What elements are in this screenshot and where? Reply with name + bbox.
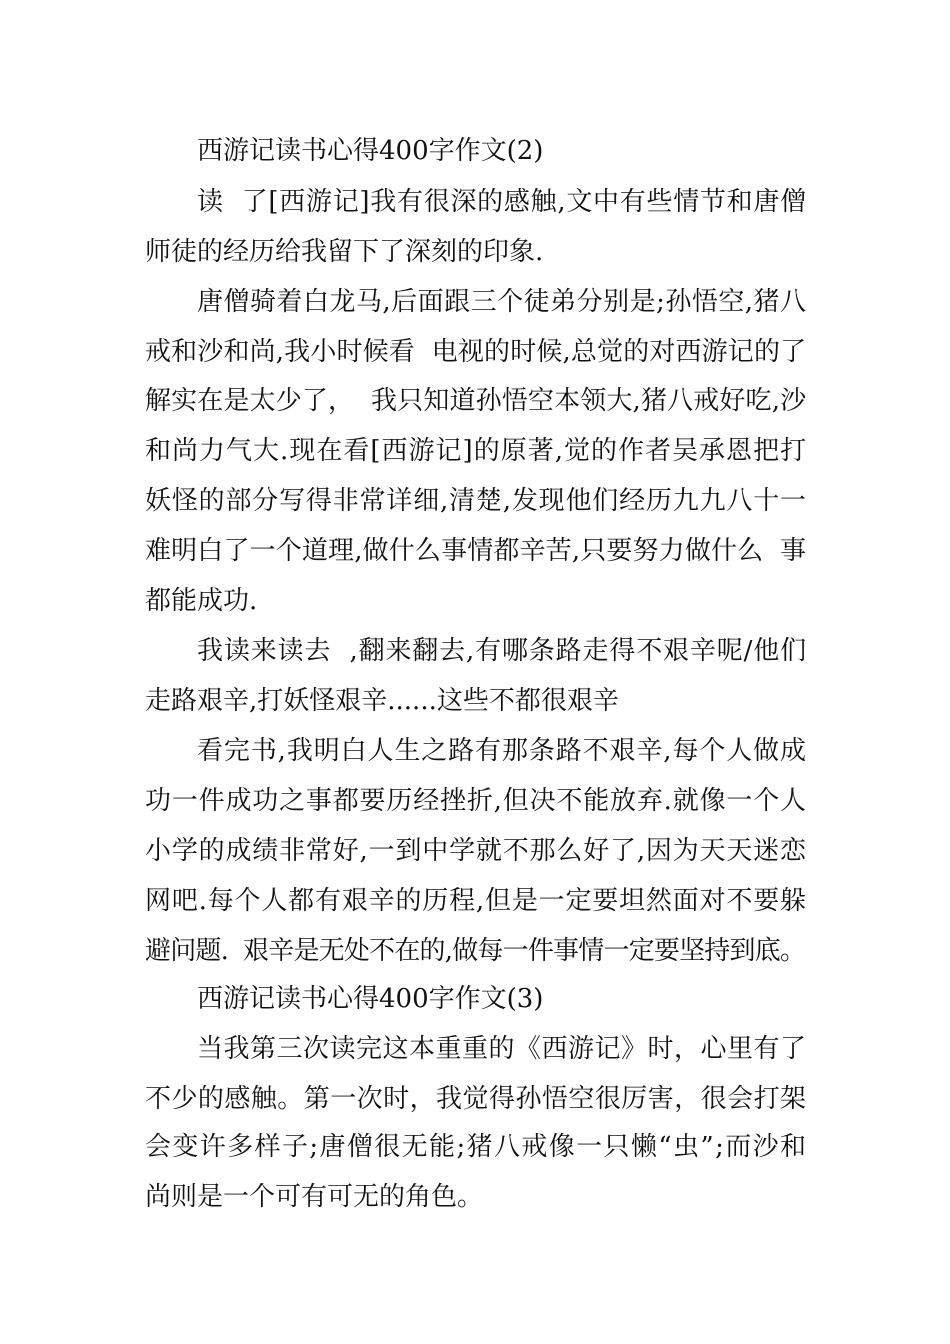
text-line: 妖怪的部分写得非常详细,清楚,发现他们经历九九八十一 <box>145 486 807 516</box>
text-line: 不少的感触。第一次时，我觉得孙悟空很厉害，很会打架 <box>145 1084 807 1114</box>
text-line: 都能成功. <box>145 586 258 616</box>
text-line: 尚则是一个可有可无的角色。 <box>145 1182 484 1212</box>
text-line: 会变许多样子;唐僧很无能;猪八戒像一只懒“虫”;而沙和 <box>145 1132 808 1162</box>
text-line: 和尚力气大.现在看[西游记]的原著,觉的作者吴承恩把打 <box>145 436 808 466</box>
text-line: 难明白了一个道理,做什么事情都辛苦,只要努力做什么 事 <box>145 536 807 566</box>
text-line: 走路艰辛,打妖怪艰辛......这些不都很艰辛 <box>145 686 619 716</box>
text-line: 看完书,我明白人生之路有那条路不艰辛,每个人做成 <box>197 736 807 766</box>
text-line: 师徒的经历给我留下了深刻的印象. <box>145 237 544 267</box>
text-line: 避问题. 艰辛是无处不在的,做每一件事情一定要坚持到底。 <box>145 936 806 966</box>
text-line: 我读来读去 ,翻来翻去,有哪条路走得不艰辛呢/他们 <box>197 636 807 666</box>
text-line: 网吧.每个人都有艰辛的历程,但是一定要坦然面对不要躲 <box>145 886 807 916</box>
text-line: 读 了[西游记]我有很深的感触,文中有些情节和唐僧 <box>197 187 807 217</box>
section-heading: 西游记读书心得400字作文(2) <box>197 136 544 166</box>
section-heading: 西游记读书心得400字作文(3) <box>197 984 544 1014</box>
text-line: 戒和沙和尚,我小时候看 电视的时候,总觉的对西游记的了 <box>145 337 807 367</box>
text-line: 当我第三次读完这本重重的《西游记》时，心里有了 <box>197 1034 807 1064</box>
text-line: 解实在是太少了， 我只知道孙悟空本领大,猪八戒好吃,沙 <box>145 386 807 416</box>
text-line: 功一件成功之事都要历经挫折,但决不能放弃.就像一个人 <box>145 786 807 816</box>
text-line: 唐僧骑着白龙马,后面跟三个徒弟分别是;孙悟空,猪八 <box>197 287 807 317</box>
text-line: 小学的成绩非常好,一到中学就不那么好了,因为天天迷恋 <box>145 836 807 866</box>
